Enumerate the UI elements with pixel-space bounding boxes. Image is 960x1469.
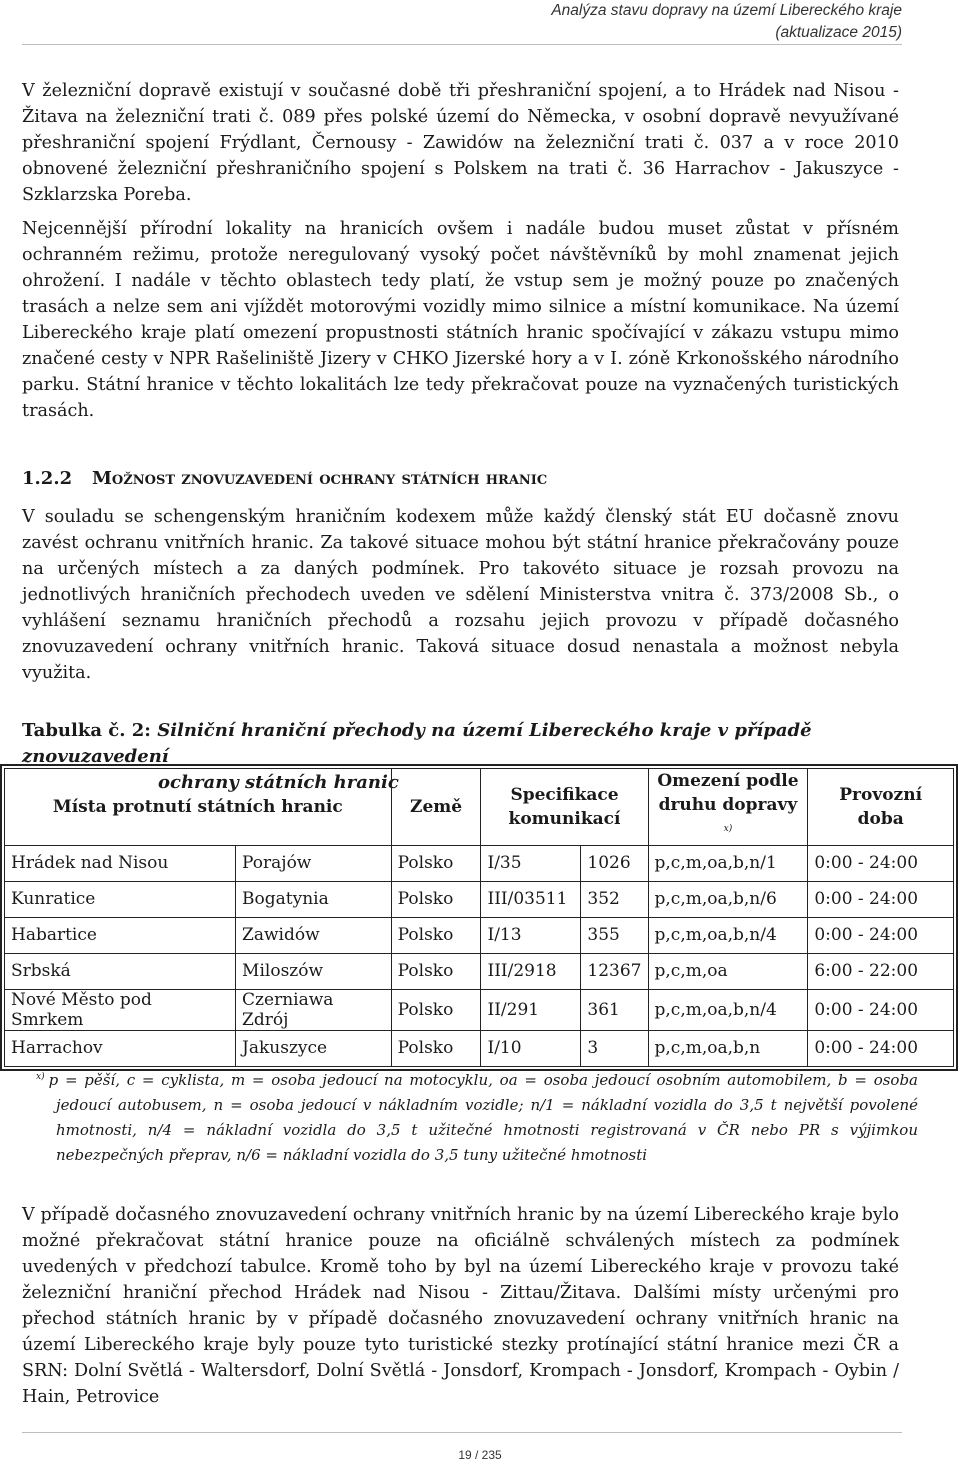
section-heading (22, 466, 547, 492)
cell-restriction: p,c,m,oa,b,n/4 (648, 917, 808, 953)
table-caption-label: Tabulka č. 2: (22, 720, 151, 741)
cell-cz-place: Srbská (5, 953, 236, 989)
cell-pl-place: Bogatynia (236, 881, 392, 917)
cell-road-number: 361 (581, 989, 648, 1030)
header-restriction-mark: x) (723, 824, 733, 834)
table-row (5, 881, 954, 917)
table-caption-text-continued: ochrany státních hranic (158, 772, 399, 793)
cell-pl-place: Czerniawa Zdrój (236, 989, 392, 1030)
cell-road: III/2918 (481, 953, 581, 989)
cell-road-number: 3 (581, 1030, 648, 1066)
section-number: 1.2.2 (22, 468, 73, 489)
cell-road-number: 355 (581, 917, 648, 953)
cell-restriction: p,c,m,oa,b,n (648, 1030, 808, 1066)
header-hours: Provozní doba (808, 769, 954, 846)
cell-road: I/35 (481, 845, 581, 881)
cell-pl-place: Zawidów (236, 917, 392, 953)
cell-restriction: p,c,m,oa (648, 953, 808, 989)
paragraph-natural-sites: Nejcennější přírodní lokality na hranicích ovšem i nadále budou muset zůstat v přísném ochranném režimu, protože neregulovaný vysoký počet návštěvníků by mohl znamenat jejich ohrožení. I nadále v těchto oblastech tedy platí, že vstup sem je možný pouze po značených trasách a nelze sem ani vjíždět motorovými vozidly mimo silnice a místní komunikace. Na území Libereckého kraje platí omezení propustnosti státních hranic spočívající v zákazu vstupu mimo značené cesty v NPR Rašeliniště Jizery v CHKO Jizerské hory a v I. zóně Krkonošského národního parku. Státní hranice v těchto lokalitách lze tedy překračovat pouze na vyznačených turistických trasách. (22, 219, 899, 421)
header-divider (22, 44, 902, 45)
cell-country: Polsko (391, 1030, 481, 1066)
table-row (5, 917, 954, 953)
cell-road: II/291 (481, 989, 581, 1030)
cell-hours: 0:00 - 24:00 (808, 989, 954, 1030)
cell-country: Polsko (391, 953, 481, 989)
header-restriction-label: Omezení podle druhu dopravy (657, 771, 799, 815)
cell-pl-place: Jakuszyce (236, 1030, 392, 1066)
cell-restriction: p,c,m,oa,b,n/1 (648, 845, 808, 881)
running-header (551, 0, 902, 44)
cell-hours: 0:00 - 24:00 (808, 881, 954, 917)
cell-pl-place: Porajów (236, 845, 392, 881)
header-spec: Specifikace komunikací (481, 769, 648, 846)
cell-cz-place: Habartice (5, 917, 236, 953)
cell-country: Polsko (391, 881, 481, 917)
table-footnote (36, 1065, 918, 1168)
header-place: Místa protnutí státních hranic (5, 769, 392, 846)
paragraph-tourist-paths: V případě dočasného znovuzavedení ochrany vnitřních hranic by na území Libereckého kraje bylo možné překračovat státní hranice pouze na oficiálně schválených místech za podmínek uvedených v předchozí tabulce. Kromě toho by byl na území Libereckého kraje v provozu také železniční hraniční přechod Hrádek nad Nisou - Zittau/Žitava. Dalšími místy určenými pro přechod státních hranic by v případě dočasného znovuzavedení ochrany vnitřních hranic na území Libereckého kraje byly pouze tyto turistické stezky protínající státní hranice mezi ČR a SRN: Dolní Světlá - Waltersdorf, Dolní Světlá - Jonsdorf, Krompach - Jonsdorf, Krompach - Oybin / Hain, Petrovice (22, 1205, 899, 1407)
header-subtitle: (aktualizace 2015) (775, 24, 902, 41)
cell-cz-place: Nové Město pod Smrkem (5, 989, 236, 1030)
table-row (5, 989, 954, 1030)
cell-restriction: p,c,m,oa,b,n/4 (648, 989, 808, 1030)
page-number: 19 / 235 (458, 1448, 502, 1462)
section-title: Možnost znovuzavedení ochrany státních hranic (92, 468, 548, 489)
cell-road: III/03511 (481, 881, 581, 917)
footer-divider (22, 1432, 902, 1433)
cell-hours: 0:00 - 24:00 (808, 845, 954, 881)
table-row (5, 845, 954, 881)
paragraph-railway-crossings: V železniční dopravě existují v současné době tři přeshraniční spojení, a to Hrádek nad Nisou - Žitava na železniční trati č. 089 přes polské území do Německa, v osobní dopravě nevyužívané přeshraniční spojení Frýdlant, Černousy - Zawidów na železniční trati č. 037 a v roce 2010 obnovené železniční přeshraničního spojení s Polskem na trati č. 36 Harrachov - Jakuszyce - Szklarzska Poreba. (22, 81, 899, 205)
paragraph-schengen: V souladu se schengenským hraničním kodexem může každý členský stát EU dočasně znovu zavést ochranu vnitřních hranic. Za takové situace mohou být státní hranice překračovány pouze na určených místech a za daných podmínek. Pro takovéto situace je rozsah provozu na jednotlivých hraničních přechodech uveden ve sdělení Ministerstva vnitra č. 373/2008 Sb., o vyhlášení seznamu hraničních přechodů a rozsahu jejich provozu v případě dočasného znovuzavedení ochrany vnitřních hranic. Taková situace dosud nenastala a možnost nebyla využita. (22, 507, 899, 683)
cell-hours: 0:00 - 24:00 (808, 1030, 954, 1066)
cell-hours: 0:00 - 24:00 (808, 917, 954, 953)
cell-road-number: 12367 (581, 953, 648, 989)
cell-hours: 6:00 - 22:00 (808, 953, 954, 989)
header-title: Analýza stavu dopravy na území Libereckého kraje (551, 2, 902, 19)
cell-pl-place: Miloszów (236, 953, 392, 989)
header-country: Země (391, 769, 481, 846)
header-restriction (648, 769, 808, 846)
cell-road: I/10 (481, 1030, 581, 1066)
cell-cz-place: Kunratice (5, 881, 236, 917)
cell-restriction: p,c,m,oa,b,n/6 (648, 881, 808, 917)
cell-cz-place: Hrádek nad Nisou (5, 845, 236, 881)
table-row (5, 1030, 954, 1066)
table-caption-text: Silniční hraniční přechody na území Libereckého kraje v případě znovuzavedení (22, 720, 812, 767)
table-row (5, 953, 954, 989)
cell-road-number: 1026 (581, 845, 648, 881)
cell-road-number: 352 (581, 881, 648, 917)
cell-country: Polsko (391, 917, 481, 953)
cell-road: I/13 (481, 917, 581, 953)
cell-cz-place: Harrachov (5, 1030, 236, 1066)
cell-country: Polsko (391, 989, 481, 1030)
table-header-row (5, 769, 954, 846)
footnote-text: p = pěší, c = cyklista, m = osoba jedoucí na motocyklu, oa = osoba jedoucí osobním automobilem, b = osoba jedoucí autobusem, n = osoba jedoucí v nákladním vozidle; n/1 = nákladní vozidla do 3,5 t největší povolené hmotnosti, n/4 = nákladní vozidla do 3,5 t užitečné hmotnosti registrovaná v ČR nebo PR s výjimkou nebezpečných přeprav, n/6 = nákladní vozidla do 3,5 tuny užitečné hmotnosti (48, 1071, 918, 1164)
border-crossings-table (4, 768, 954, 1067)
cell-country: Polsko (391, 845, 481, 881)
footnote-mark: x) (36, 1072, 45, 1082)
